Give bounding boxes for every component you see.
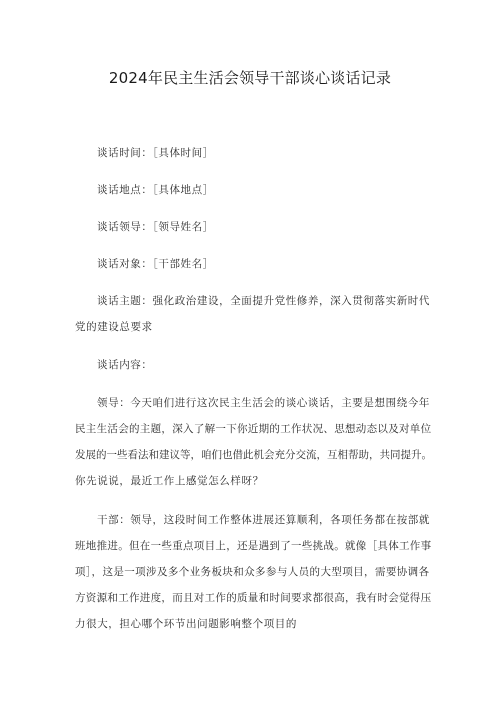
document-title: 2024年民主生活会领导干部谈心谈话记录: [108, 69, 392, 87]
field-location-value: ［具体地点］: [152, 184, 214, 196]
cadre-paragraph-line: 方资源和工作进度，而且对工作的质量和时间要求都很高，我有时会觉得压: [75, 592, 432, 604]
field-location: [97, 183, 214, 197]
content-heading: 谈话内容：: [97, 359, 153, 371]
field-time: [97, 146, 214, 160]
cadre-paragraph-line: 力很大，担心哪个环节出问题影响整个项目的: [75, 618, 297, 630]
leader-paragraph-line: 领导：今天咱们进行这次民主生活会的谈心谈话，主要是想围绕今年: [97, 397, 430, 409]
field-time-label: 谈话时间：: [97, 147, 153, 159]
leader-paragraph-line: 发展的一些看法和建议等，咱们也借此机会充分交流，互相帮助，共同提升。: [75, 449, 432, 461]
topic-line-2: 党的建设总要求: [75, 321, 153, 333]
field-subject: [97, 257, 214, 271]
leader-paragraph-line: 民主生活会的主题，深入了解一下你近期的工作状况、思想动态以及对单位: [75, 423, 432, 435]
field-leader-value: ［领导姓名］: [152, 221, 214, 233]
cadre-paragraph-line: 班地推进。但在一些重点项目上，还是遇到了一些挑战。就像［具体工作事: [75, 540, 432, 552]
cadre-paragraph-line: 项］，这是一项涉及多个业务板块和众多参与人员的大型项目，需要协调各: [75, 566, 430, 578]
leader-paragraph-line: 你先说说，最近工作上感觉怎么样呀？: [75, 475, 264, 487]
field-leader-label: 谈话领导：: [97, 221, 153, 233]
field-time-value: ［具体时间］: [152, 147, 214, 159]
topic-line-1: 谈话主题：强化政治建设，全面提升党性修养，深入贯彻落实新时代: [97, 295, 430, 307]
field-location-label: 谈话地点：: [97, 184, 153, 196]
field-subject-value: ［干部姓名］: [152, 258, 214, 270]
field-subject-label: 谈话对象：: [97, 258, 153, 270]
cadre-paragraph-line: 干部：领导，这段时间工作整体进展还算顺利，各项任务都在按部就: [97, 514, 430, 526]
field-leader: [97, 220, 214, 234]
